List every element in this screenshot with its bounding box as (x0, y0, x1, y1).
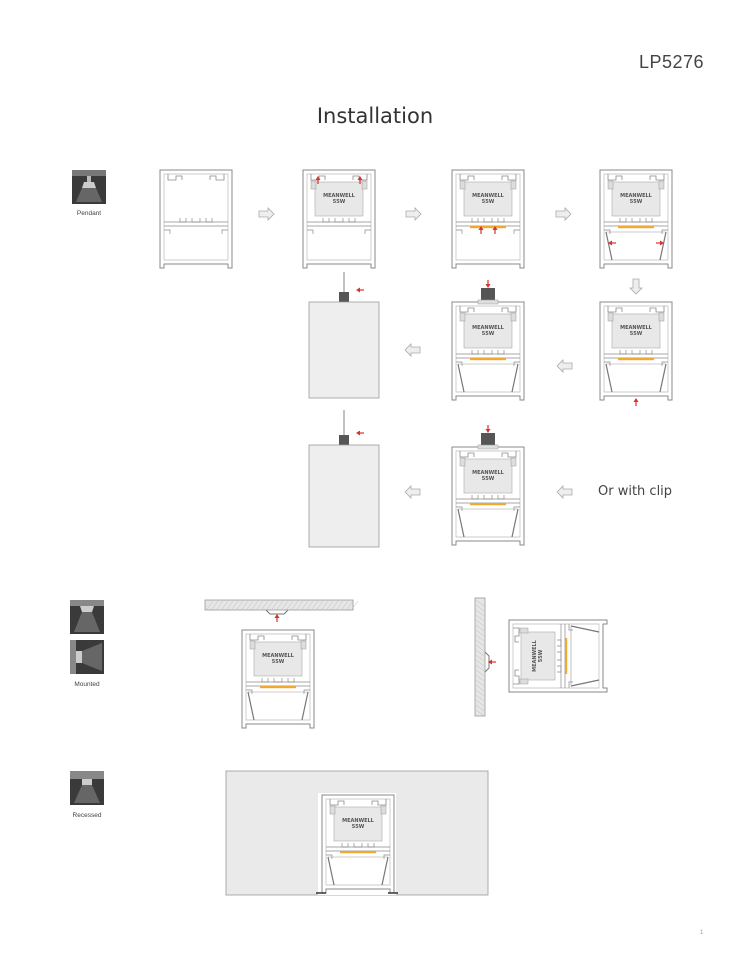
svg-text:MEANWELL: MEANWELL (620, 193, 652, 199)
model-code: LP5276 (639, 52, 705, 72)
wall-surface (475, 598, 496, 716)
step-arrow-icon (259, 208, 274, 220)
profile-recessed (322, 795, 394, 893)
svg-text:55W: 55W (629, 199, 643, 205)
category-label-pendant: Pendant (76, 210, 102, 217)
svg-text:55W: 55W (481, 199, 495, 205)
svg-text:MEANWELL: MEANWELL (532, 640, 538, 672)
svg-text:MEANWELL: MEANWELL (323, 193, 355, 199)
svg-text:MEANWELL: MEANWELL (472, 325, 504, 331)
step-arrow-icon (556, 208, 571, 220)
svg-text:55W: 55W (629, 331, 643, 337)
step-arrow-icon (405, 344, 420, 356)
svg-text:MEANWELL: MEANWELL (262, 653, 294, 659)
svg-text:55W: 55W (481, 476, 495, 482)
svg-text:MEANWELL: MEANWELL (472, 193, 504, 199)
svg-text:MEANWELL: MEANWELL (620, 325, 652, 331)
step-arrow-icon (557, 486, 572, 498)
profile-step-4 (600, 170, 672, 268)
svg-text:55W: 55W (481, 331, 495, 337)
svg-text:55W: 55W (538, 649, 544, 663)
profile-step-1 (160, 170, 232, 268)
pendant-side-view-2 (309, 410, 379, 547)
ceiling-surface (205, 600, 358, 622)
profile-step-5 (600, 302, 672, 406)
svg-text:55W: 55W (351, 824, 365, 830)
profile-ceiling-mounted (242, 630, 314, 728)
pendant-side-view-1 (309, 272, 379, 398)
profile-step-6 (452, 280, 524, 400)
step-arrow-icon (557, 360, 572, 372)
category-label-recessed: Recessed (72, 812, 102, 819)
profile-wall-mounted (509, 620, 607, 692)
svg-text:55W: 55W (332, 199, 346, 205)
profile-step-3 (452, 170, 524, 268)
category-label-mounted: Mounted (74, 681, 100, 688)
svg-text:MEANWELL: MEANWELL (342, 818, 374, 824)
clip-option-note: Or with clip (598, 484, 673, 499)
step-arrow-icon (406, 208, 421, 220)
step-arrow-icon (405, 486, 420, 498)
profile-step-7 (452, 425, 524, 545)
page-title: Installation (316, 104, 434, 128)
svg-text:MEANWELL: MEANWELL (472, 470, 504, 476)
page-number: 1 (700, 930, 704, 936)
svg-text:55W: 55W (271, 659, 285, 665)
profile-step-2 (303, 170, 375, 268)
step-arrow-icon (630, 279, 642, 294)
